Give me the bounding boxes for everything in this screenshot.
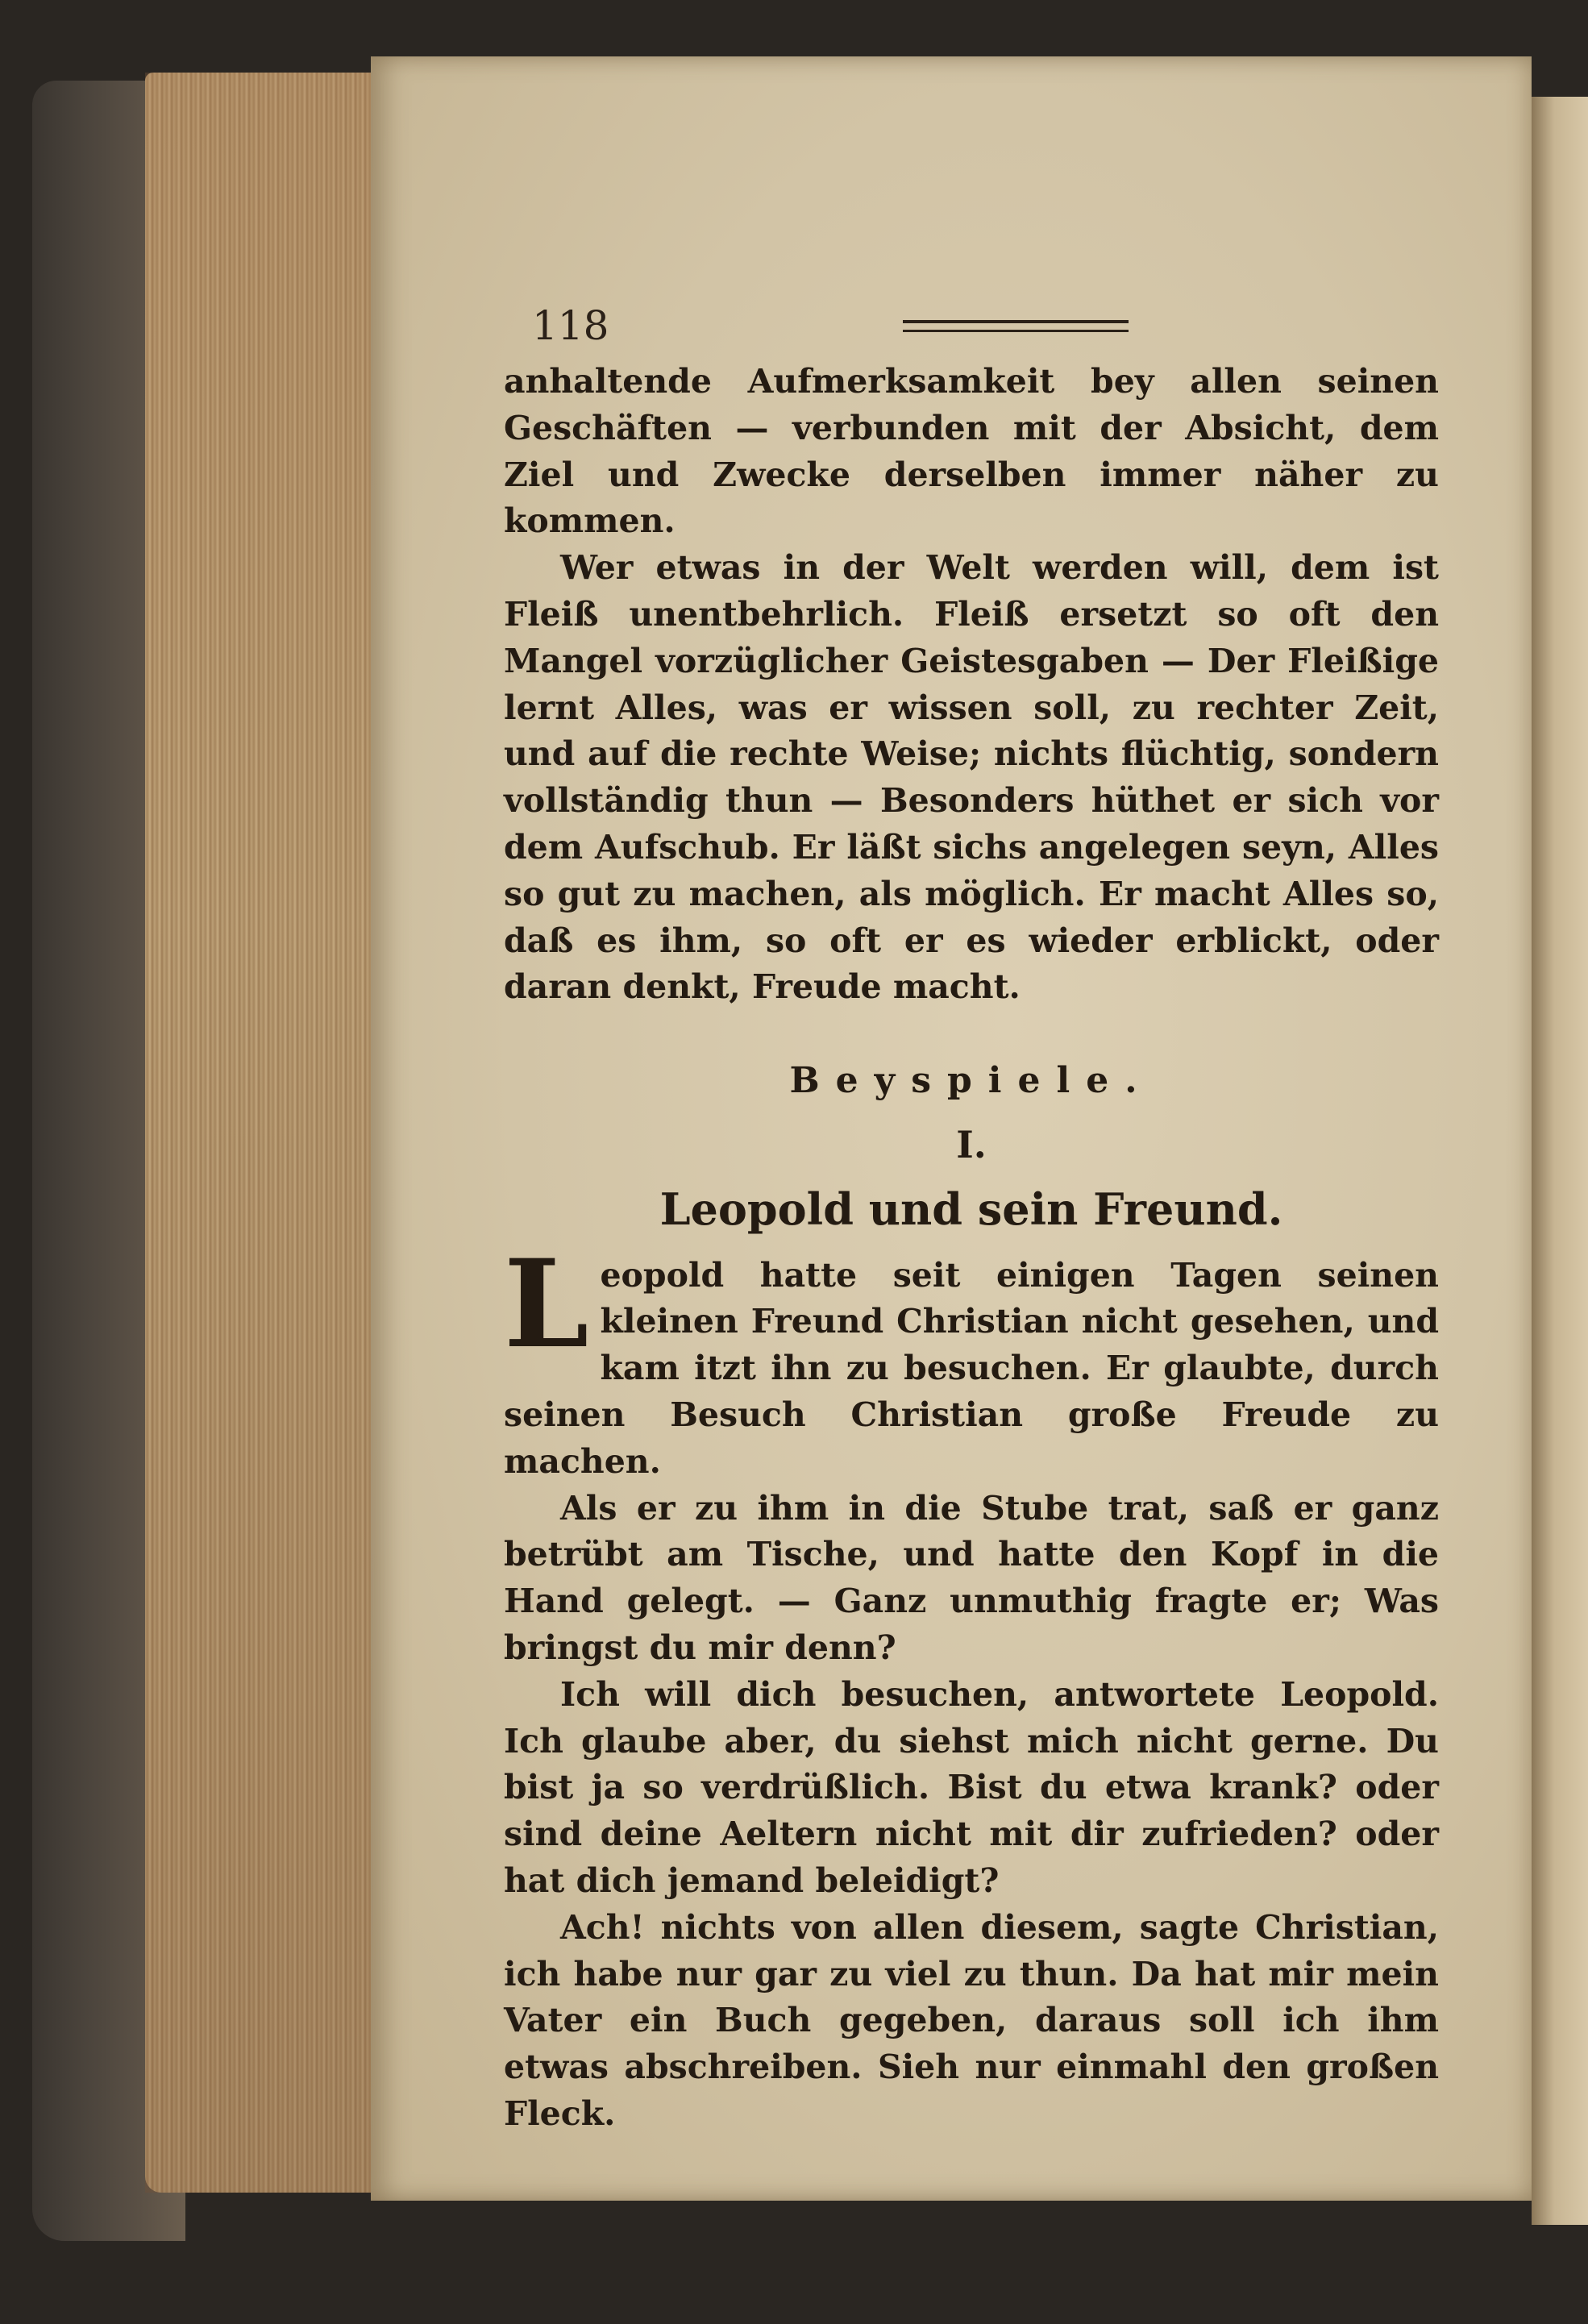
paragraph-continued: anhaltende Aufmerksamkeit bey allen seinen Geschäften — verbunden mit der Absicht, dem Ziel und Zwecke derselben immer näher zu kommen. (504, 362, 1439, 541)
story-paragraph: Ich will dich besuchen, antwortete Leopold. Ich glaube aber, du siehst mich nicht gerne. Du bist ja so verdrüßlich. Bist du etwa krank? oder sind deine Aeltern nicht mit dir zufrieden? oder hat dich jemand beleidigt? (504, 1674, 1439, 1900)
page-header (532, 302, 1483, 351)
facing-page-edge (1532, 97, 1588, 2225)
section-number: I. (956, 1122, 987, 1166)
section-heading: Beyspiele. (789, 1060, 1154, 1102)
story-paragraph: Ach! nichts von allen diesem, sagte Christian, ich habe nur gar zu viel zu thun. Da hat mir mein Vater ein Buch gegeben, daraus soll ich ihm etwas abschreiben. Sieh nur einmahl den großen Fleck. (504, 1907, 1439, 2133)
story-paragraph-first (504, 1233, 1439, 1486)
page-number: 118 (532, 302, 609, 349)
header-rule (903, 320, 1129, 332)
story-paragraph: Als er zu ihm in die Stube trat, saß er ganz betrübt am Tische, und hatte den Kopf in die Hand gelegt. — Ganz unmuthig fragte er; Was bringst du mir denn? (504, 1488, 1439, 1667)
page-edges (145, 73, 379, 2193)
drop-cap: L (504, 1233, 589, 1375)
paragraph: Wer etwas in der Welt werden will, dem ist Fleiß unentbehrlich. Fleiß ersetzt so oft den Mangel vorzüglicher Geistesgaben — Der Fleißige lernt Alles, was er wissen soll, zu rechter Zeit, und auf die rechte Weise; nichts flüchtig, sondern vollständig thun — Besonders hüthet er sich vor dem Aufschub. Er läßt sichs angelegen seyn, Alles so gut zu machen, als möglich. Er macht Alles so, daß es ihm, so oft er es wieder erblickt, oder daran denkt, Freude macht. (504, 548, 1439, 1007)
story-paragraph-text: eopold hatte seit einigen Tagen seinen kleinen Freund Christian nicht gesehen, und kam itzt ihn zu besuchen. Er glaubte, durch seinen Besuch Christian große Freude zu machen. (504, 1255, 1439, 1481)
page-text (504, 359, 1439, 2138)
story-title: Leopold und sein Freund. (659, 1183, 1283, 1235)
